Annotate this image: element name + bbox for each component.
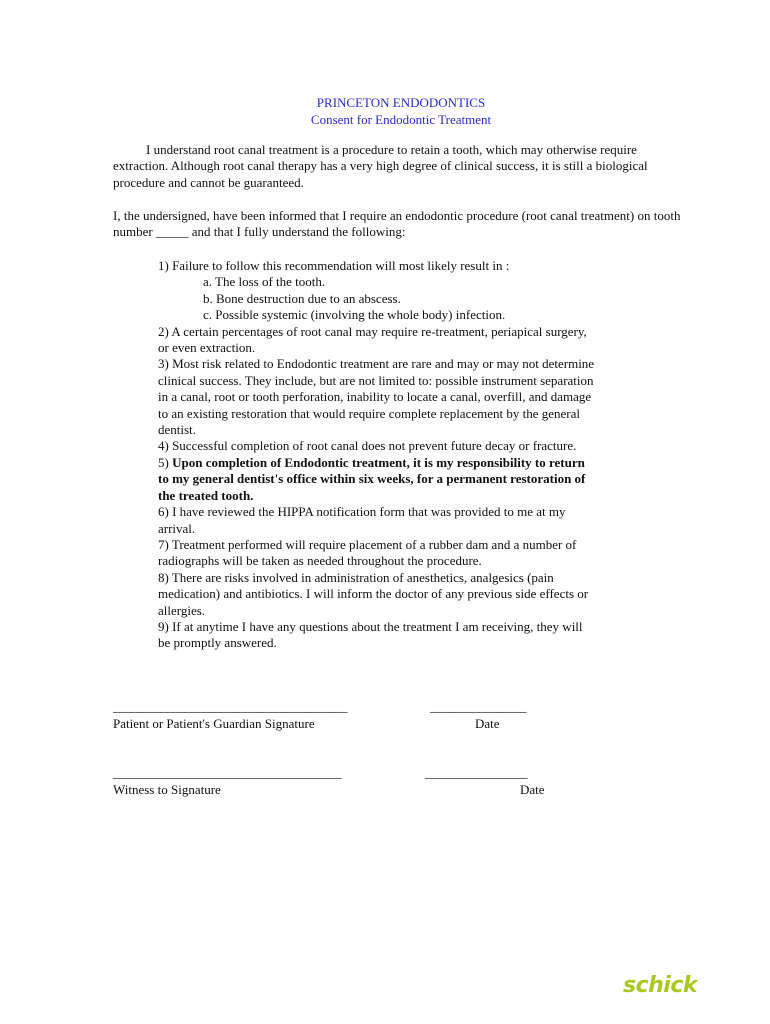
responsibility-statement: Upon completion of Endodontic treatment, it is my responsibility to return to my general dentist's office within six weeks, for a permanent restoration of the treated tooth. [158, 454, 586, 503]
form-title: Consent for Endodontic Treatment [310, 112, 492, 127]
list-subitem: c. Possible systemic (involving the whole body) infection. [203, 307, 506, 323]
document-header [0, 94, 770, 128]
schick-logo [623, 973, 698, 1003]
list-item: 7) Treatment performed will require placement of a rubber dam and a number of radiographs will be taken as needed throughout the procedure. [158, 536, 577, 569]
list-item: 6) I have reviewed the HIPPA notification form that was provided to me at my arrival. [158, 504, 566, 536]
list-item: 3) Most risk related to Endodontic treatment are rare and may or may not determine clinical success. They include, but are not limited to: possible instrument separation in a canal, root or tooth perforation, inability to locate a canal, overfill, and damage to an existing restoration that would require complete replacement by the general dentist. [158, 356, 595, 438]
patient-signature-line[interactable]: _______________________________________ [113, 699, 347, 714]
intro-paragraph [113, 142, 693, 191]
patient-date-line[interactable]: ________________ [430, 699, 526, 714]
patient-signature-label: Patient or Patient's Guardian Signature [113, 716, 315, 731]
practice-name: PRINCETON ENDODONTICS [316, 95, 486, 110]
list-item: 8) There are risks involved in administration of anesthetics, analgesics (pain medication) and antibiotics. I will inform the doctor of any previous side effects or allergies. [158, 569, 589, 618]
date-label: Date [475, 716, 500, 731]
list-item: 2) A certain percentages of root canal may require re-treatment, periapical surgery, or even extraction. [158, 323, 587, 356]
intro-text: I understand root canal treatment is a procedure to retain a tooth, which may otherwise require extraction. Although root canal therapy has a very high degree of clinical success, it is still a biological procedure and cannot be guaranteed. [113, 142, 648, 190]
witness-signature-line[interactable]: ______________________________________ [113, 765, 341, 780]
acknowledgement-paragraph: I, the undersigned, have been informed that I require an endodontic procedure (root canal treatment) on tooth number _____ and that I fully understand the following: [113, 208, 681, 240]
consent-items-list [158, 258, 598, 652]
list-item: 4) Successful completion of root canal does not prevent future decay or fracture. [158, 438, 577, 454]
list-number: 5) [158, 454, 173, 470]
list-subitem: a. The loss of the tooth. [203, 274, 326, 290]
list-subitem: b. Bone destruction due to an abscess. [203, 290, 401, 306]
logo-text: schick [623, 973, 698, 998]
list-item: 1) Failure to follow this recommendation will most likely result in : [158, 258, 510, 273]
date-label: Date [520, 782, 545, 797]
witness-date-line[interactable]: _________________ [425, 765, 527, 780]
list-item: 9) If at anytime I have any questions about the treatment I am receiving, they will be promptly answered. [158, 618, 583, 651]
list-item-bold [158, 455, 598, 504]
witness-signature-label: Witness to Signature [113, 782, 221, 797]
